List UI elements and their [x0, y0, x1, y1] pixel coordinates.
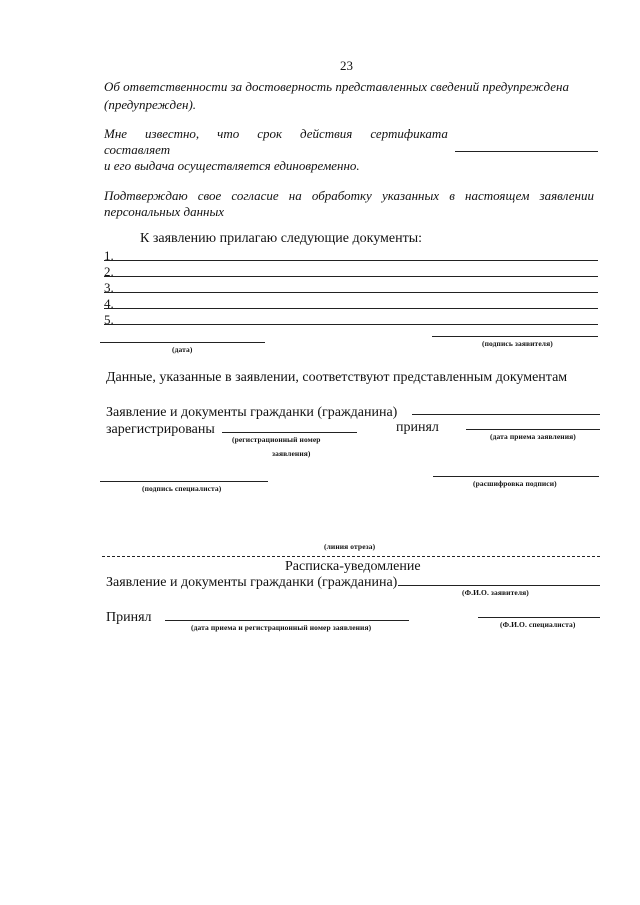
consent-text-line2: персональных данных	[104, 204, 225, 219]
consent-word: в	[449, 188, 455, 203]
receipt-date-reg-field-line[interactable]	[165, 620, 409, 621]
applicant-name-field-line[interactable]	[412, 414, 600, 415]
certificate-word: действия	[300, 126, 353, 141]
attachment-number: 2.	[104, 264, 114, 279]
attachment-number: 1.	[104, 248, 114, 263]
registration-number-caption-cont: заявления)	[272, 449, 311, 458]
certificate-text-line3: и его выдача осуществляется единовременно.	[104, 158, 360, 173]
applicant-signature-caption: (подпись заявителя)	[482, 339, 553, 348]
attachment-number: 4.	[104, 296, 114, 311]
acceptance-date-caption: (дата приема заявления)	[490, 432, 576, 441]
certificate-word: что	[217, 126, 240, 141]
receipt-date-reg-caption: (дата приема и регистрационный номер заявления)	[191, 623, 372, 632]
attachments-heading: К заявлению прилагаю следующие документы:	[140, 231, 423, 246]
receipt-applicant-fio-field-line[interactable]	[398, 585, 600, 586]
attachment-line-4[interactable]	[104, 308, 598, 309]
consent-word: Подтверждаю	[104, 188, 188, 203]
consent-word: на	[288, 188, 302, 203]
consent-word: заявлении	[539, 188, 594, 203]
certificate-term-field-line[interactable]	[455, 151, 598, 152]
certificate-word: сертификата	[370, 126, 448, 141]
page-number: 23	[340, 58, 353, 73]
signature-decoding-caption: (расшифровка подписи)	[473, 479, 557, 488]
receipt-applicant-label: Заявление и документы гражданки (гражданина)	[106, 575, 398, 590]
acceptance-date-field-line[interactable]	[466, 429, 600, 430]
certificate-word: известно,	[145, 126, 200, 141]
consent-word: свое	[197, 188, 222, 203]
consent-word: согласие	[231, 188, 279, 203]
receipt-applicant-fio-caption: (Ф.И.О. заявителя)	[462, 588, 529, 597]
receipt-specialist-fio-caption: (Ф.И.О. специалиста)	[500, 620, 576, 629]
consent-word: обработку	[311, 188, 372, 203]
certificate-word: срок	[257, 126, 283, 141]
receipt-accepted-label: Принял	[106, 610, 152, 625]
attachment-line-3[interactable]	[104, 292, 598, 293]
applicant-documents-label: Заявление и документы гражданки (гражданина)	[106, 405, 398, 420]
certificate-text-line1	[104, 126, 448, 142]
consent-text-line1	[104, 188, 594, 204]
receipt-specialist-fio-field-line[interactable]	[478, 617, 600, 618]
specialist-signature-field-line[interactable]	[100, 481, 268, 482]
consent-word: указанных	[381, 188, 440, 203]
certificate-text-line2: составляет	[104, 142, 171, 157]
consent-word: настоящем	[465, 188, 530, 203]
attachment-line-1[interactable]	[104, 260, 598, 261]
verification-statement: Данные, указанные в заявлении, соответствуют представленным документам	[106, 370, 568, 385]
cut-line-caption: (линия отреза)	[324, 542, 376, 551]
attachment-line-2[interactable]	[104, 276, 598, 277]
accepted-label: принял	[396, 420, 439, 435]
date-field-line[interactable]	[100, 342, 265, 343]
applicant-signature-field-line[interactable]	[432, 336, 598, 337]
receipt-title: Расписка-уведомление	[285, 559, 421, 574]
certificate-word: Мне	[104, 126, 128, 141]
responsibility-text-line1: Об ответственности за достоверность представленных сведений предупреждена	[104, 79, 569, 94]
registration-number-field-line[interactable]	[222, 432, 357, 433]
attachment-number: 3.	[104, 280, 114, 295]
registration-number-caption: (регистрационный номер	[232, 435, 321, 444]
specialist-signature-caption: (подпись специалиста)	[142, 484, 222, 493]
signature-decoding-field-line[interactable]	[433, 476, 599, 477]
registered-label: зарегистрированы	[106, 422, 215, 437]
date-caption: (дата)	[172, 345, 193, 354]
attachment-line-5[interactable]	[104, 324, 598, 325]
attachment-number: 5.	[104, 312, 114, 327]
responsibility-text-line2: (предупрежден).	[104, 97, 197, 112]
cut-line	[102, 556, 600, 557]
